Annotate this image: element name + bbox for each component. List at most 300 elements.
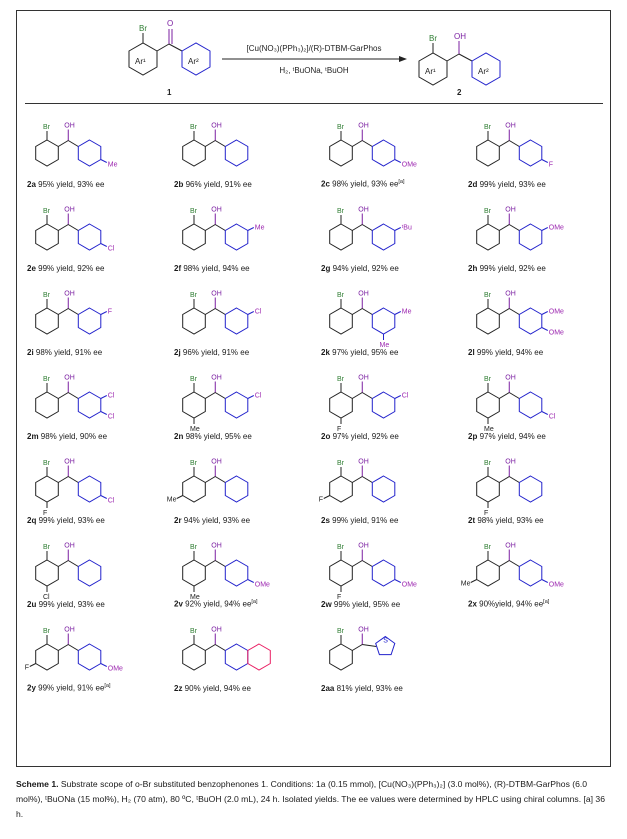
yield-ee-text: 98% yield, 91% ee [33, 348, 103, 357]
left-ring [36, 476, 59, 502]
yield-ee-text: 98% yield, 93% ee [475, 516, 544, 525]
product-label-2a [27, 180, 104, 189]
left-ring [183, 140, 206, 166]
product-cell-2p [468, 363, 616, 447]
oh-label: OH [358, 542, 369, 550]
yield-ee-text: 97% yield, 94% ee [477, 432, 546, 441]
oh-label: OH [211, 122, 222, 130]
yield-ee-text: 98% yield, 95% ee [183, 432, 252, 441]
structure-2l [468, 279, 616, 349]
structure-2r [166, 447, 322, 517]
yield-ee-text: 96% yield, 91% ee [183, 180, 252, 189]
structure-2j [174, 279, 322, 349]
right-ring [78, 308, 101, 334]
compound-id: 2y [27, 684, 36, 693]
left-sub-f: F [43, 510, 48, 517]
right-sub-f: F [548, 161, 554, 169]
yield-ee-text: 98% yield, 94% ee [181, 264, 250, 273]
left-ring [477, 392, 500, 418]
br-label: Br [484, 208, 491, 215]
product-cell-2v [174, 531, 322, 615]
start-compound-label: 1 [167, 88, 172, 97]
product-label-2u [27, 600, 105, 609]
left-ring [36, 560, 59, 586]
right-sub-ome: OMe [548, 329, 564, 337]
product-label-2b [174, 180, 252, 189]
compound-id: 2j [174, 348, 181, 357]
oh-label: OH [64, 458, 75, 466]
br-label: Br [43, 124, 50, 131]
product-label-2z [174, 684, 251, 693]
product-cell-2j [174, 279, 322, 363]
product-cell-2k [321, 279, 469, 363]
yield-ee-text: 98% yield, 90% ee [38, 432, 108, 441]
right-ring [519, 560, 542, 586]
compound-id: 2s [321, 516, 330, 525]
product-label-2n [174, 432, 252, 441]
left-sub-f: F [337, 426, 342, 433]
scheme-caption [16, 777, 611, 822]
structure-2t [468, 447, 616, 517]
left-ring [330, 308, 353, 334]
compound-id: 2a [27, 180, 36, 189]
oh-label: OH [211, 458, 222, 466]
product-label-2l [468, 348, 543, 357]
yield-ee-text: 99% yield, 93% ee [36, 516, 105, 525]
oh-label: OH [211, 542, 222, 550]
product-structure [419, 41, 500, 85]
oh-label: OH [64, 542, 75, 550]
compound-id: 2b [174, 180, 184, 189]
structure-2f [174, 195, 322, 265]
br-label: Br [43, 628, 50, 635]
product-label-2v [174, 599, 258, 609]
br-label: Br [190, 544, 197, 551]
structure-2u [27, 531, 175, 601]
br-label: Br [337, 544, 344, 551]
yield-ee-text: 94% yield, 93% ee [181, 516, 251, 525]
right-ring [78, 644, 101, 670]
right-ring [78, 224, 101, 250]
yield-ee-text: 99% yield, 92% ee [477, 264, 546, 273]
left-sub-me: Me [190, 426, 200, 433]
br-label: Br [337, 292, 344, 299]
left-ring [330, 644, 353, 670]
br-label: Br [484, 460, 491, 467]
right-ring [225, 308, 248, 334]
right-ring [78, 140, 101, 166]
product-label-2e [27, 264, 104, 273]
right-ring [225, 560, 248, 586]
structure-2y [24, 615, 175, 685]
left-sub-f: F [337, 594, 342, 601]
product-label-2t [468, 516, 544, 525]
structure-2n [174, 363, 322, 433]
product-ar2-label: Ar² [478, 67, 489, 76]
right-ring [372, 392, 395, 418]
br-label: Br [484, 376, 491, 383]
right-sub-ome: OMe [107, 665, 123, 673]
left-ring [330, 392, 353, 418]
compound-id: 2l [468, 348, 475, 357]
left-ring [36, 392, 59, 418]
footnote-marker: [a] [104, 683, 111, 690]
oh-label: OH [505, 206, 516, 214]
left-sub-me: Me [190, 594, 200, 601]
left-ring [183, 308, 206, 334]
naphthyl-ring [248, 644, 270, 670]
left-ring [330, 476, 353, 502]
structure-2e [27, 195, 175, 265]
right-sub-cl: Cl [548, 413, 556, 421]
oh-label: OH [505, 122, 516, 130]
product-cell-2y [24, 615, 175, 699]
compound-id: 2g [321, 264, 331, 273]
product-cell-2c [321, 111, 469, 195]
product-cell-2o [321, 363, 469, 447]
right-sub-f: F [107, 308, 113, 316]
yield-ee-text: 99% yield, 91% ee [329, 516, 399, 525]
right-sub-ome: OMe [401, 581, 417, 589]
structure-2g [321, 195, 469, 265]
product-label-2d [468, 180, 546, 189]
right-sub-cl: Cl [401, 392, 409, 400]
br-label: Br [190, 208, 197, 215]
yield-ee-text: 99% yield, 94% ee [474, 348, 544, 357]
yield-ee-text: 97% yield, 95% ee [329, 348, 399, 357]
left-ring [477, 140, 500, 166]
product-label-2k [321, 348, 398, 357]
br-label: Br [337, 376, 344, 383]
right-sub-ome: OMe [548, 581, 564, 589]
product-cell-2e [27, 195, 175, 279]
right-sub-tbu: ᵗBu [401, 224, 412, 232]
br-label: Br [190, 292, 197, 299]
right-sub-me: Me [254, 224, 265, 232]
separator-line [25, 103, 603, 104]
product-cell-2a [27, 111, 175, 195]
oh-label: OH [358, 122, 369, 130]
compound-id: 2aa [321, 684, 335, 693]
reaction-scheme [17, 11, 612, 99]
footnote-marker: [a] [398, 179, 405, 186]
right-ring [225, 644, 248, 670]
left-ring [330, 560, 353, 586]
structure-2d [468, 111, 616, 181]
br-label: Br [43, 292, 50, 299]
yield-ee-text: 95% yield, 93% ee [35, 180, 105, 189]
reagent-line-1: [Cu(NO₃)(PPh₃)₂]/(R)-DTBM-GarPhos [246, 44, 382, 53]
product-label-2m [27, 432, 107, 441]
compound-id: 2o [321, 432, 331, 441]
structure-2k [321, 279, 469, 349]
product-label-2f [174, 264, 250, 273]
footnote-marker: [a] [251, 599, 258, 606]
left-ring [330, 140, 353, 166]
yield-ee-text: 99% yield, 95% ee [331, 600, 401, 609]
left-ring [36, 308, 59, 334]
yield-ee-text: 98% yield, 93% ee [329, 180, 399, 189]
structure-2s [318, 447, 469, 517]
substrate-structure [129, 29, 210, 75]
product-cell-2f [174, 195, 322, 279]
product-label-2x [468, 599, 549, 609]
product-cell-2g [321, 195, 469, 279]
oh-label: OH [64, 290, 75, 298]
reagent-line-2: H₂, ᵗBuONa, ᵗBuOH [279, 66, 349, 75]
structure-2q [27, 447, 175, 517]
left-sub-me: Me [484, 426, 494, 433]
product-label-2y [27, 683, 111, 693]
br-label: Br [484, 124, 491, 131]
oh-label: OH [358, 374, 369, 382]
left-sub-f: F [484, 510, 489, 517]
left-ring [477, 224, 500, 250]
left-ring [183, 476, 206, 502]
structure-2w [321, 531, 469, 601]
left-ring [477, 476, 500, 502]
product-label-2g [321, 264, 399, 273]
right-ring [372, 476, 395, 502]
br-label: Br [337, 208, 344, 215]
product-label-2i [27, 348, 102, 357]
compound-id: 2m [27, 432, 39, 441]
substrate-br-label: Br [139, 24, 147, 33]
left-sub-me: Me [166, 496, 177, 504]
oh-label: OH [505, 374, 516, 382]
yield-ee-text: 99% yield, 92% ee [35, 264, 105, 273]
left-ring [36, 140, 59, 166]
br-label: Br [43, 460, 50, 467]
left-sub-f: F [24, 664, 30, 672]
compound-id: 2r [174, 516, 182, 525]
right-sub-cl: Cl [254, 308, 262, 316]
scheme-frame [16, 10, 611, 767]
right-ring [225, 140, 248, 166]
compound-id: 2d [468, 180, 478, 189]
product-label-2j [174, 348, 249, 357]
right-ring [372, 308, 395, 334]
structure-2b [174, 111, 322, 181]
structure-2v [174, 531, 322, 601]
structure-2o [321, 363, 469, 433]
arrow-head [399, 56, 407, 62]
br-label: Br [484, 544, 491, 551]
structure-2z [174, 615, 322, 685]
right-sub-me: Me [379, 342, 390, 349]
compound-id: 2p [468, 432, 478, 441]
br-label: Br [337, 628, 344, 635]
right-ring [78, 392, 101, 418]
product-cell-2w [321, 531, 469, 615]
oh-label: OH [211, 290, 222, 298]
product-cell-2aa [321, 615, 469, 699]
br-label: Br [337, 124, 344, 131]
ar2-label: Ar² [188, 57, 199, 66]
right-ring [519, 224, 542, 250]
oh-label: OH [505, 290, 516, 298]
product-ar1-label: Ar¹ [425, 67, 436, 76]
compound-id: 2w [321, 600, 332, 609]
right-sub-cl: Cl [107, 413, 115, 421]
compound-id: 2k [321, 348, 330, 357]
oh-label: OH [211, 626, 222, 634]
product-label-2p [468, 432, 546, 441]
oh-label: OH [505, 542, 516, 550]
right-sub-cl: Cl [107, 245, 115, 253]
br-label: Br [43, 544, 50, 551]
compound-id: 2c [321, 180, 330, 189]
right-ring [372, 140, 395, 166]
compound-id: 2t [468, 516, 476, 525]
yield-ee-text: 94% yield, 92% ee [330, 264, 399, 273]
product-cell-2q [27, 447, 175, 531]
yield-ee-text: 81% yield, 93% ee [334, 684, 403, 693]
left-sub-me: Me [460, 580, 471, 588]
br-label: Br [484, 292, 491, 299]
product-label-2h [468, 264, 546, 273]
right-ring [225, 476, 248, 502]
product-oh-label: OH [454, 32, 466, 41]
right-sub-cl: Cl [107, 392, 115, 400]
left-sub-f: F [318, 496, 324, 504]
product-label-2r [174, 516, 250, 525]
product-cell-2d [468, 111, 616, 195]
oh-label: OH [358, 290, 369, 298]
compound-id: 2e [27, 264, 36, 273]
structure-2m [27, 363, 175, 433]
structure-2h [468, 195, 616, 265]
compound-id: 2u [27, 600, 37, 609]
yield-ee-text: 92% yield, 94% ee [182, 600, 252, 609]
product-cell-2i [27, 279, 175, 363]
substrate-o-label: O [167, 19, 174, 28]
compound-id: 2f [174, 264, 182, 273]
left-ring [183, 644, 206, 670]
left-ring [477, 308, 500, 334]
right-sub-me: Me [401, 308, 412, 316]
structure-2a [27, 111, 175, 181]
yield-ee-text: 90%yield, 94% ee [476, 600, 544, 609]
right-ring [519, 476, 542, 502]
oh-label: OH [64, 206, 75, 214]
product-cell-2r [166, 447, 322, 531]
yield-ee-text: 96% yield, 91% ee [180, 348, 250, 357]
structure-2i [27, 279, 175, 349]
structure-2x [460, 531, 616, 601]
product-cell-2h [468, 195, 616, 279]
oh-label: OH [64, 626, 75, 634]
br-label: Br [190, 460, 197, 467]
right-sub-ome: OMe [548, 308, 564, 316]
left-ring [36, 644, 59, 670]
right-ring [519, 308, 542, 334]
br-label: Br [337, 460, 344, 467]
product-label-2s [321, 516, 398, 525]
compound-id: 2n [174, 432, 184, 441]
oh-label: OH [211, 206, 222, 214]
product-label-2c [321, 179, 405, 189]
left-ring [183, 560, 206, 586]
product-cell-2b [174, 111, 322, 195]
product-label-2aa [321, 684, 403, 693]
oh-label: OH [64, 122, 75, 130]
left-ring [183, 224, 206, 250]
compound-id: 2h [468, 264, 478, 273]
right-ring [519, 392, 542, 418]
br-label: Br [190, 376, 197, 383]
product-cell-2m [27, 363, 175, 447]
right-sub-cl: Cl [107, 497, 115, 505]
product-br-label: Br [429, 34, 437, 43]
structure-2c [321, 111, 469, 181]
structure-2p [468, 363, 616, 433]
ar1-label: Ar¹ [135, 57, 146, 66]
left-ring [330, 224, 353, 250]
thiophene-s-label: S [383, 637, 388, 645]
product-cell-2n [174, 363, 322, 447]
structure-2aa [321, 615, 469, 685]
caption-title: Scheme 1. [16, 779, 59, 789]
oh-label: OH [211, 374, 222, 382]
oh-label: OH [358, 626, 369, 634]
product-cell-2s [318, 447, 469, 531]
product-label-2o [321, 432, 399, 441]
right-sub-cl: Cl [254, 392, 262, 400]
product-compound-label: 2 [457, 88, 462, 97]
yield-ee-text: 99% yield, 93% ee [477, 180, 546, 189]
oh-label: OH [505, 458, 516, 466]
right-ring [519, 140, 542, 166]
right-sub-ome: OMe [548, 224, 564, 232]
left-ring [183, 392, 206, 418]
left-sub-cl: Cl [43, 594, 50, 601]
right-sub-me: Me [107, 161, 118, 169]
left-ring [36, 224, 59, 250]
product-cell-2u [27, 531, 175, 615]
right-ring [225, 392, 248, 418]
yield-ee-text: 97% yield, 92% ee [330, 432, 399, 441]
oh-label: OH [358, 458, 369, 466]
yield-ee-text: 99% yield, 91% ee [35, 684, 105, 693]
br-label: Br [43, 376, 50, 383]
right-ring [372, 224, 395, 250]
left-ring [477, 560, 500, 586]
br-label: Br [190, 628, 197, 635]
product-cell-2l [468, 279, 616, 363]
right-ring [78, 476, 101, 502]
product-label-2q [27, 516, 105, 525]
oh-label: OH [64, 374, 75, 382]
footnote-marker: [a] [543, 599, 550, 606]
yield-ee-text: 90% yield, 94% ee [182, 684, 251, 693]
right-ring [372, 560, 395, 586]
compound-id: 2v [174, 600, 183, 609]
right-ring [78, 560, 101, 586]
br-label: Br [190, 124, 197, 131]
product-cell-2z [174, 615, 322, 699]
right-ring [225, 224, 248, 250]
caption-body: Substrate scope of o-Br substituted benzophenones 1. Conditions: 1a (0.15 mmol), [Cu(NO₃)(PPh₃)₂] (3.0 mol%), (R)-DTBM-GarPhos (6.0 mol%), ᵗBuONa (15 mol%), H₂ (70 atm), 80 ºC, ᵗBuOH (2.0 mL), 24 h. Isolated yields. The ee values were determined by HPLC using chiral columns. [a] 36 h. [16, 779, 605, 819]
oh-label: OH [358, 206, 369, 214]
product-cell-2x [460, 531, 616, 615]
product-label-2w [321, 600, 400, 609]
compound-id: 2q [27, 516, 37, 525]
compound-id: 2z [174, 684, 183, 693]
compound-id: 2i [27, 348, 34, 357]
right-sub-ome: OMe [401, 161, 417, 169]
product-cell-2t [468, 447, 616, 531]
